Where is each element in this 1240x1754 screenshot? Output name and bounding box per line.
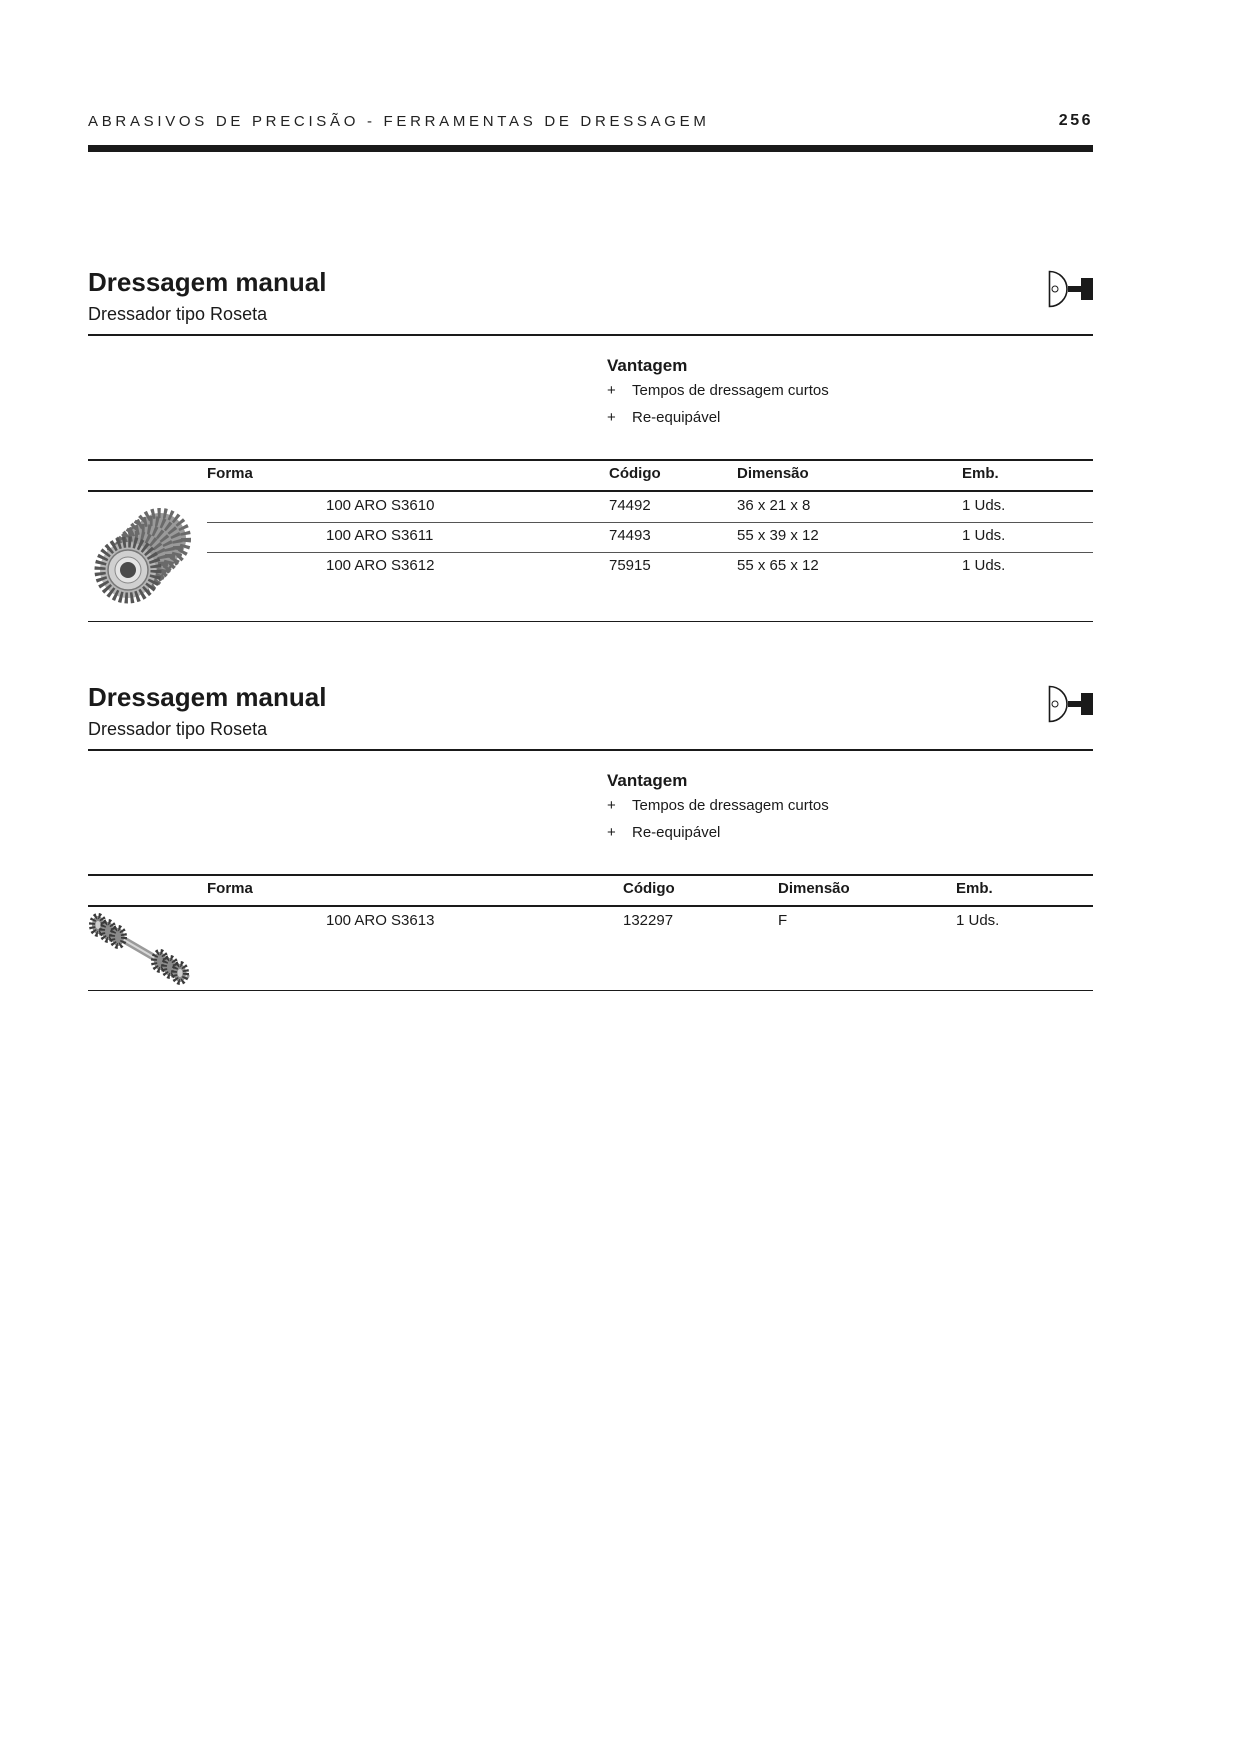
column-header-emb: Emb. bbox=[962, 465, 999, 482]
rosette-shaft-image bbox=[88, 912, 196, 990]
column-header-emb: Emb. bbox=[956, 880, 993, 897]
table-header-rule bbox=[88, 490, 1093, 492]
section-subtitle: Dressador tipo Roseta bbox=[88, 719, 268, 739]
product-dimension: F bbox=[778, 912, 788, 929]
advantage-item: Tempos de dressagem curtos bbox=[632, 382, 829, 399]
column-header-dimensao: Dimensão bbox=[737, 465, 809, 482]
section-title: Dressagem manual bbox=[88, 682, 327, 712]
product-dimension: 55 x 65 x 12 bbox=[737, 557, 819, 574]
product-packaging: 1 Uds. bbox=[962, 527, 1006, 544]
product-dimension: 36 x 21 x 8 bbox=[737, 497, 811, 514]
manual-dressing-icon bbox=[1048, 685, 1094, 723]
advantage-bullet: + bbox=[607, 382, 616, 399]
product-packaging: 1 Uds. bbox=[962, 557, 1006, 574]
product-name: 100 ARO S3612 bbox=[326, 557, 435, 574]
advantage-bullet: + bbox=[607, 409, 616, 426]
page-header-title: ABRASIVOS DE PRECISÃO - FERRAMENTAS DE DRESSAGEM bbox=[88, 113, 710, 130]
product-name: 100 ARO S3613 bbox=[326, 912, 435, 929]
product-code: 132297 bbox=[623, 912, 674, 929]
column-header-forma: Forma bbox=[207, 465, 253, 482]
table-bottom-rule bbox=[88, 621, 1093, 622]
advantages-heading: Vantagem bbox=[607, 356, 688, 375]
column-header-forma: Forma bbox=[207, 880, 253, 897]
product-code: 74493 bbox=[609, 527, 651, 544]
advantages-heading: Vantagem bbox=[607, 771, 688, 790]
section-divider bbox=[88, 749, 1093, 751]
table-top-rule bbox=[88, 459, 1093, 461]
row-divider bbox=[207, 522, 1093, 523]
product-name: 100 ARO S3610 bbox=[326, 497, 435, 514]
advantage-item: Tempos de dressagem curtos bbox=[632, 797, 829, 814]
product-code: 74492 bbox=[609, 497, 651, 514]
row-divider bbox=[207, 552, 1093, 553]
product-dimension: 55 x 39 x 12 bbox=[737, 527, 819, 544]
column-header-dimensao: Dimensão bbox=[778, 880, 850, 897]
product-name: 100 ARO S3611 bbox=[326, 527, 434, 544]
header-divider bbox=[88, 145, 1093, 152]
table-bottom-rule bbox=[88, 990, 1093, 991]
advantage-item: Re-equipável bbox=[632, 409, 721, 426]
manual-dressing-icon bbox=[1048, 270, 1094, 308]
section-subtitle: Dressador tipo Roseta bbox=[88, 304, 268, 324]
product-packaging: 1 Uds. bbox=[962, 497, 1006, 514]
column-header-codigo: Código bbox=[609, 465, 661, 482]
advantage-item: Re-equipável bbox=[632, 824, 721, 841]
advantage-bullet: + bbox=[607, 824, 616, 841]
rosette-dresser-image bbox=[88, 497, 196, 615]
product-code: 75915 bbox=[609, 557, 651, 574]
section-title: Dressagem manual bbox=[88, 267, 327, 297]
column-header-codigo: Código bbox=[623, 880, 675, 897]
page-number: 256 bbox=[1058, 112, 1093, 129]
product-packaging: 1 Uds. bbox=[956, 912, 1000, 929]
table-header-rule bbox=[88, 905, 1093, 907]
table-top-rule bbox=[88, 874, 1093, 876]
section-divider bbox=[88, 334, 1093, 336]
advantage-bullet: + bbox=[607, 797, 616, 814]
